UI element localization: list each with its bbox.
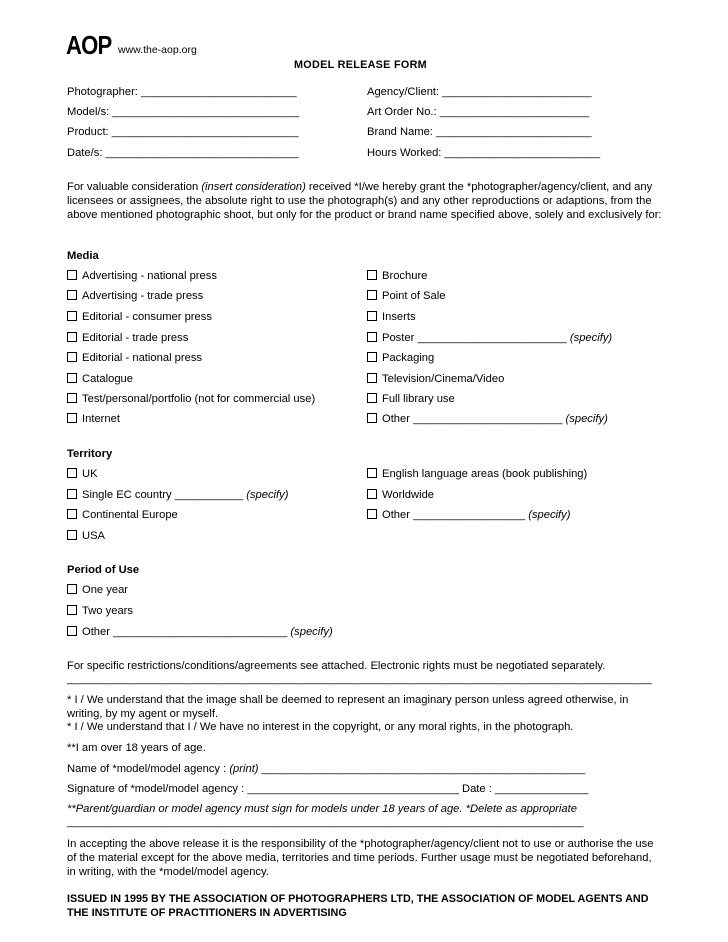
- period-option[interactable]: Two years: [67, 605, 133, 617]
- checkbox-icon[interactable]: [367, 489, 377, 499]
- photographer-field[interactable]: Photographer: _________________________: [67, 86, 297, 98]
- aop-logo: AOP: [66, 30, 112, 60]
- acceptance-paragraph: In accepting the above release it is the responsibility of the *photographer/agency/client not to use or authorise the use of the material except for the above media, territories and time periods. Further usage must be negotiated beforehand, in writing, with the *model/model agency.: [67, 838, 654, 879]
- media-option[interactable]: Internet: [67, 413, 120, 425]
- divider-line: ___________________________________________________________________________________: [67, 816, 584, 828]
- checkbox-icon[interactable]: [67, 373, 77, 383]
- territory-option[interactable]: Worldwide: [367, 489, 434, 501]
- age-statement: **I am over 18 years of age.: [67, 742, 206, 754]
- form-title: MODEL RELEASE FORM: [294, 59, 427, 71]
- checkbox-icon[interactable]: [67, 509, 77, 519]
- hours-worked-field[interactable]: Hours Worked: _________________________: [367, 147, 601, 159]
- checkbox-icon[interactable]: [67, 468, 77, 478]
- media-option[interactable]: Editorial - national press: [67, 352, 202, 364]
- checkbox-icon[interactable]: [367, 413, 377, 423]
- checkbox-icon[interactable]: [67, 352, 77, 362]
- agency-client-field[interactable]: Agency/Client: ________________________: [367, 86, 592, 98]
- parent-guardian-note: **Parent/guardian or model agency must sign for models under 18 years of age. *Delete as appropriate: [67, 803, 577, 815]
- restrictions-text: For specific restrictions/conditions/agreements see attached. Electronic rights must be negotiated separately.: [67, 660, 606, 672]
- consideration-text-start: For valuable consideration: [67, 181, 202, 193]
- media-heading: Media: [67, 250, 99, 262]
- checkbox-icon[interactable]: [67, 605, 77, 615]
- checkbox-icon[interactable]: [367, 352, 377, 362]
- checkbox-icon[interactable]: [367, 373, 377, 383]
- understand-imaginary-person: * I / We understand that the image shall be deemed to represent an imaginary person unless agreed otherwise, in writing, by my agent or myself.: [67, 694, 629, 721]
- territory-option[interactable]: Other __________________ (specify): [367, 509, 570, 521]
- name-field[interactable]: Name of *model/model agency : (print) ____________________________________________________: [67, 763, 586, 775]
- checkbox-icon[interactable]: [367, 393, 377, 403]
- period-option[interactable]: Other ____________________________ (specify): [67, 626, 333, 638]
- checkbox-icon[interactable]: [67, 626, 77, 636]
- checkbox-icon[interactable]: [67, 489, 77, 499]
- checkbox-icon[interactable]: [367, 290, 377, 300]
- dates-field[interactable]: Date/s: _______________________________: [67, 147, 299, 159]
- divider-line: ______________________________________________________________________________________________: [67, 673, 652, 685]
- specify-label: (specify): [569, 332, 613, 344]
- issued-statement: ISSUED IN 1995 BY THE ASSOCIATION OF PHOTOGRAPHERS LTD, THE ASSOCIATION OF MODEL AGENTS AND THE INSTITUTE OF PRACTITIONERS IN ADVERTISING: [67, 893, 649, 920]
- checkbox-icon[interactable]: [67, 311, 77, 321]
- media-option[interactable]: Test/personal/portfolio (not for commercial use): [67, 393, 315, 405]
- signature-date-field[interactable]: Signature of *model/model agency : __________________________________ Date : _______________: [67, 783, 589, 795]
- media-option[interactable]: Inserts: [367, 311, 416, 323]
- brand-name-field[interactable]: Brand Name: _________________________: [367, 126, 592, 138]
- media-option[interactable]: Television/Cinema/Video: [367, 373, 504, 385]
- checkbox-icon[interactable]: [67, 393, 77, 403]
- media-option[interactable]: Brochure: [367, 270, 427, 282]
- product-field[interactable]: Product: ______________________________: [67, 126, 299, 138]
- models-field[interactable]: Model/s: ______________________________: [67, 106, 300, 118]
- media-option[interactable]: Catalogue: [67, 373, 133, 385]
- specify-label: (specify): [290, 626, 333, 638]
- media-option[interactable]: Editorial - consumer press: [67, 311, 212, 323]
- specify-label: (specify): [246, 489, 289, 501]
- understand-no-copyright: * I / We understand that I / We have no interest in the copyright, or any moral rights, in the photograph.: [67, 721, 574, 733]
- territory-option[interactable]: English language areas (book publishing): [367, 468, 587, 480]
- territory-heading: Territory: [67, 448, 113, 460]
- period-option[interactable]: One year: [67, 584, 128, 596]
- territory-option[interactable]: Single EC country ___________ (specify): [67, 489, 288, 501]
- checkbox-icon[interactable]: [67, 530, 77, 540]
- media-option[interactable]: Packaging: [367, 352, 434, 364]
- checkbox-icon[interactable]: [367, 270, 377, 280]
- media-option[interactable]: Point of Sale: [367, 290, 445, 302]
- checkbox-icon[interactable]: [67, 270, 77, 280]
- media-option[interactable]: Other ________________________ (specify): [367, 413, 608, 425]
- territory-option[interactable]: UK: [67, 468, 98, 480]
- consideration-italic: (insert consideration): [201, 181, 306, 193]
- checkbox-icon[interactable]: [367, 509, 377, 519]
- checkbox-icon[interactable]: [67, 584, 77, 594]
- checkbox-icon[interactable]: [67, 290, 77, 300]
- media-option[interactable]: Full library use: [367, 393, 455, 405]
- territory-option[interactable]: Continental Europe: [67, 509, 178, 521]
- consideration-text-rest: received *I/we hereby grant the *photographer/agency/client, and any licensees or assignees, the absolute right to use the photograph(s) and any other reproductions or adaptions, from the above mentioned photographic shoot, but only for the product or brand name specified above, solely and exclusively for:: [67, 181, 662, 222]
- checkbox-icon[interactable]: [367, 332, 377, 342]
- territory-option[interactable]: USA: [67, 530, 105, 542]
- consideration-paragraph: [67, 180, 662, 223]
- checkbox-icon[interactable]: [67, 332, 77, 342]
- media-option[interactable]: Poster ________________________ (specify): [367, 332, 612, 344]
- period-heading: Period of Use: [67, 564, 140, 576]
- checkbox-icon[interactable]: [367, 468, 377, 478]
- specify-label: (specify): [528, 509, 571, 521]
- website-url[interactable]: www.the-aop.org: [118, 44, 197, 56]
- checkbox-icon[interactable]: [67, 413, 77, 423]
- media-option[interactable]: Advertising - trade press: [67, 290, 203, 302]
- media-option[interactable]: Editorial - trade press: [67, 332, 188, 344]
- media-option[interactable]: Advertising - national press: [67, 270, 217, 282]
- checkbox-icon[interactable]: [367, 311, 377, 321]
- specify-label: (specify): [565, 413, 608, 425]
- art-order-field[interactable]: Art Order No.: ________________________: [367, 106, 590, 118]
